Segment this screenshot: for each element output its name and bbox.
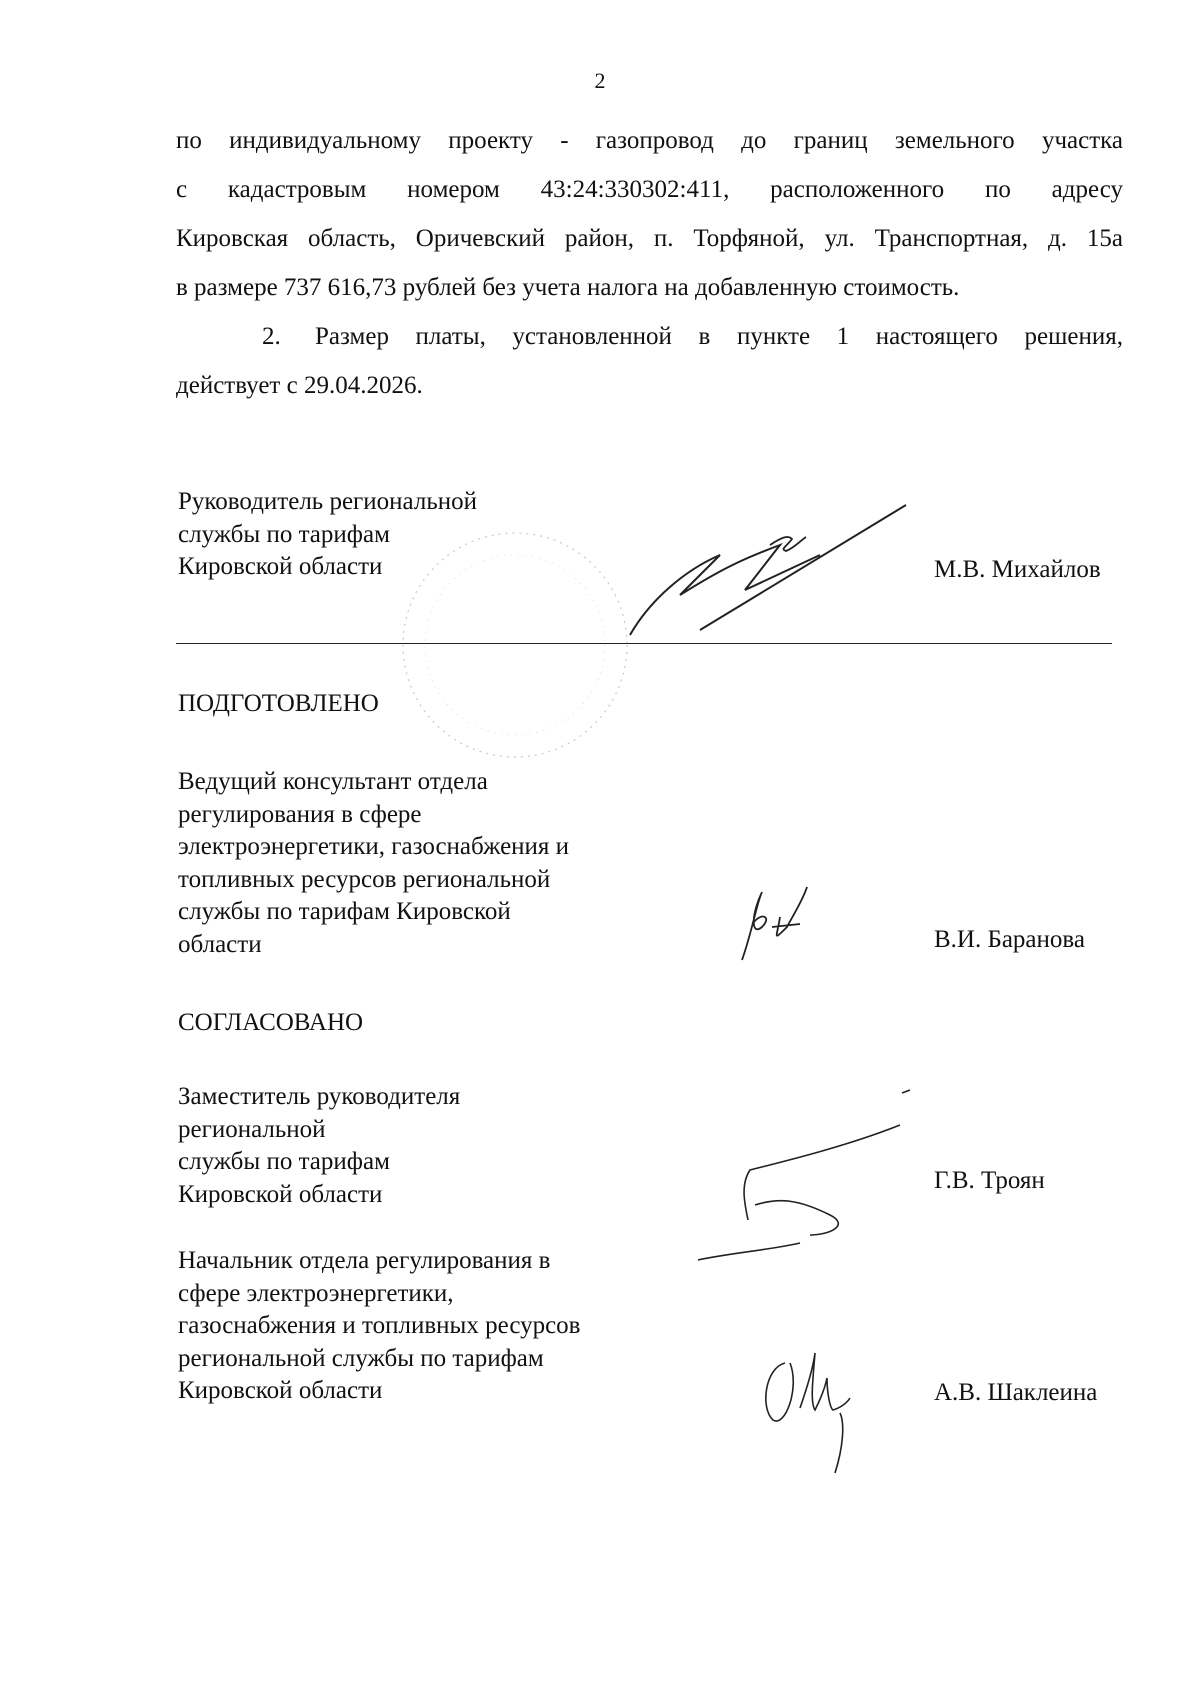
paragraph-2-line-1 xyxy=(176,312,1123,361)
agreed-signatory-2-position: Начальник отдела регулирования в сфере электроэнергетики, газоснабжения и топливных ресурсов региональной службы по тарифам Кировской области xyxy=(178,1247,581,1404)
prepared-name: В.И. Баранова xyxy=(934,926,1085,953)
agreed-signatory-1-position: Заместитель руководителя региональной службы по тарифам Кировской области xyxy=(178,1083,461,1208)
agreed-signature-2 xyxy=(755,1348,865,1478)
head-signature xyxy=(620,500,920,640)
decision-paragraph-2 xyxy=(176,312,1123,410)
paragraph-2-text: Размер платы, установленной в пункте 1 настоящего решения, xyxy=(315,323,1123,350)
decision-paragraph-1 xyxy=(176,116,1123,312)
agreed-signature-1 xyxy=(690,1085,920,1265)
paragraph-1-line: с кадастровым номером 43:24:330302:411, расположенного по адресу xyxy=(176,176,1123,203)
head-signatory-name: М.В. Михайлов xyxy=(934,556,1101,583)
paragraph-1-line: в размере 737 616,73 рублей без учета налога на добавленную стоимость. xyxy=(176,274,960,301)
prepared-position: Ведущий консультант отдела регулирования в сфере электроэнергетики, газоснабжения и топливных ресурсов региональной службы по тарифам Кировской области xyxy=(178,768,570,958)
page-number: 2 xyxy=(594,68,606,93)
agreed-signatory-1-name: Г.В. Троян xyxy=(934,1167,1045,1194)
head-signatory-position: Руководитель региональной службы по тарифам Кировской области xyxy=(178,488,477,580)
paragraph-1-line: Кировская область, Оричевский район, п. Торфяной, ул. Транспортная, д. 15а xyxy=(176,225,1123,252)
paragraph-1-line: по индивидуальному проекту - газопровод до границ земельного участка xyxy=(176,127,1123,154)
agreed-heading: СОГЛАСОВАНО xyxy=(178,1009,364,1036)
prepared-heading: ПОДГОТОВЛЕНО xyxy=(178,690,379,717)
prepared-signature xyxy=(732,882,822,962)
paragraph-2-number: 2. xyxy=(262,323,281,350)
separator-line xyxy=(176,643,1112,644)
paragraph-2-line-2: действует с 29.04.2026. xyxy=(176,372,423,399)
agreed-signatory-2-name: А.В. Шаклеина xyxy=(934,1379,1098,1406)
